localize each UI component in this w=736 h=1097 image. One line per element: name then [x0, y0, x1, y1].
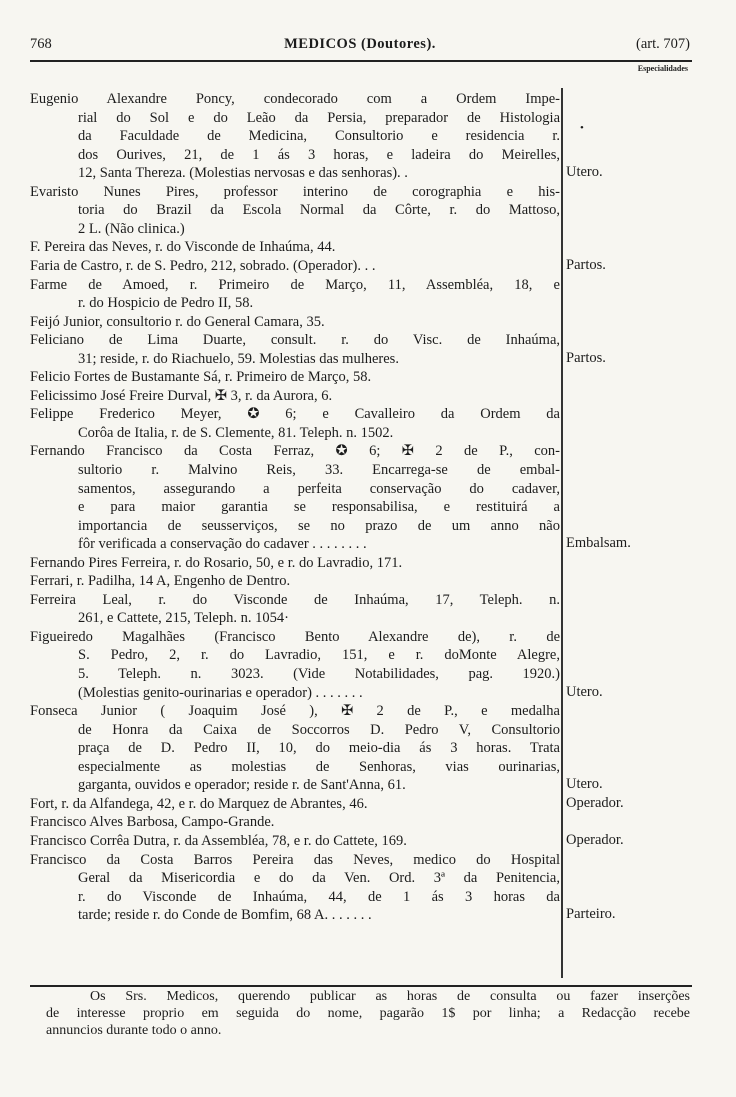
column-divider: [561, 88, 563, 978]
page-number: 768: [30, 36, 52, 52]
entry-line: Ferreira Leal, r. do Visconde de Inhaúma, 17, Teleph. n.: [30, 591, 560, 608]
footer-line: annuncios durante todo o anno.: [46, 1023, 222, 1038]
entry-line: (Molestias genito-ourinarias e operador) . . . . . . .: [78, 684, 363, 701]
entry-line: Geral da Misericordia e do da Ven. Ord. 3ª da Penitencia,: [78, 870, 560, 887]
entry-line: Felicio Fortes de Bustamante Sá, r. Primeiro de Março, 58.: [30, 369, 372, 386]
entry-line: Francisco Alves Barbosa, Campo-Grande.: [30, 814, 275, 831]
entry-specialty: Partos.: [566, 349, 606, 366]
footer-rule: [30, 985, 692, 987]
entry-line: 12, Santa Thereza. (Molestias nervosas e das senhoras). .: [78, 165, 408, 182]
entry-line: fôr verificada a conservação do cadaver . . . . . . . .: [78, 536, 367, 553]
entry-line: garganta, ouvidos e operador; reside r. de Sant'Anna, 61.: [78, 777, 406, 794]
entry-line: Figueiredo Magalhães (Francisco Bento Alexandre de), r. de: [30, 628, 560, 645]
entry-specialty: Partos.: [566, 256, 606, 273]
entry-line: Fernando Pires Ferreira, r. do Rosario, 50, e r. do Lavradio, 171.: [30, 554, 403, 571]
entry-specialty: Embalsam.: [566, 535, 631, 552]
entry-line: Fernando Francisco da Costa Ferraz, ✪ 6; ✠ 2 de P., con-: [30, 443, 560, 460]
entry-line: Fort, r. da Alfandega, 42, e r. do Marquez de Abrantes, 46.: [30, 795, 368, 812]
page-header: [30, 36, 690, 56]
entry-line: toria do Brazil da Escola Normal da Côrte, r. do Mattoso,: [78, 202, 560, 219]
entry-line: praça de D. Pedro II, 10, do meio-dia ás 3 horas. Trata: [78, 740, 560, 757]
footer-notice: [46, 988, 690, 1039]
entry-line: r. do Visconde de Inhaúma, 44, de 1 ás 3 horas da: [78, 888, 560, 905]
footer-line: Os Srs. Medicos, querendo publicar as horas de consulta ou fazer inserções: [90, 989, 690, 1004]
entry-specialty: Utero.: [566, 164, 603, 181]
entry-line: Feijó Junior, consultorio r. do General Camara, 35.: [30, 313, 325, 330]
entry-line: Fonseca Junior ( Joaquim José ), ✠ 2 de P., e medalha: [30, 703, 560, 720]
directory-entry: [30, 591, 560, 628]
entry-specialty: Operador.: [566, 832, 624, 848]
directory-entry: [30, 795, 560, 814]
entry-line: Faria de Castro, r. de S. Pedro, 212, sobrado. (Operador). . .: [30, 257, 376, 274]
entry-line: r. do Hospicio de Pedro II, 58.: [78, 295, 254, 312]
entry-line: dos Ourives, 21, de 1 ás 3 horas, e ladeira do Meirelles,: [78, 146, 560, 163]
directory-entry: [30, 183, 560, 239]
entry-line: Evaristo Nunes Pires, professor interino de corographia e his-: [30, 183, 560, 200]
entry-line: Francisco da Costa Barros Pereira das Neves, medico do Hospital: [30, 851, 560, 868]
entry-line: rial do Sol e do Leão da Persia, preparador de Histologia: [78, 109, 560, 126]
entry-line: Ferrari, r. Padilha, 14 A, Engenho de Dentro.: [30, 573, 291, 590]
entry-line: sultorio r. Malvino Reis, 33. Encarrega-se de embal-: [78, 461, 560, 478]
directory-entry: [30, 851, 560, 925]
directory-entry: [30, 572, 560, 591]
entry-line: Felicissimo José Freire Durval, ✠ 3, r. da Aurora, 6.: [30, 387, 333, 404]
specialty-column-label: Especialidades: [637, 64, 688, 73]
entry-line: S. Pedro, 2, r. do Lavradio, 151, e r. doMonte Alegre,: [78, 647, 560, 664]
entry-line: Feliciano de Lima Duarte, consult. r. do Visc. de Inhaúma,: [30, 332, 560, 349]
directory-entry: [30, 813, 560, 832]
directory-entry: [30, 313, 560, 332]
directory-entry: [30, 442, 560, 553]
header-rule: [30, 60, 692, 62]
entry-line: Felippe Frederico Meyer, ✪ 6; e Cavalleiro da Ordem da: [30, 406, 560, 423]
page-title: MEDICOS (Doutores).: [284, 36, 436, 52]
entry-line: e para maior garantia se responsabilisa, e restituirá a: [78, 499, 560, 516]
directory-entry: [30, 702, 560, 795]
directory-entry: [30, 276, 560, 313]
directory-entry: [30, 387, 560, 406]
directory-entry: [30, 257, 560, 276]
directory-entry: [30, 405, 560, 442]
entry-line: da Faculdade de Medicina, Consultorio e residencia r.: [78, 128, 560, 145]
entry-line: Farme de Amoed, r. Primeiro de Março, 11, Assembléa, 18, e: [30, 276, 560, 293]
entry-specialty: Utero.: [566, 683, 603, 700]
entry-line: 5. Teleph. n. 3023. (Vide Notabilidades, pag. 1920.): [78, 666, 560, 683]
entry-line: Eugenio Alexandre Poncy, condecorado com a Ordem Impe-: [30, 91, 560, 107]
directory-entry: [30, 238, 560, 257]
entry-line: F. Pereira das Neves, r. do Visconde de Inhaúma, 44.: [30, 239, 336, 256]
entry-line: importancia de seusserviços, se no prazo de um anno não: [78, 517, 560, 534]
directory-entry: [30, 554, 560, 573]
entry-line: 31; reside, r. do Riachuelo, 59. Molestias das mulheres.: [78, 350, 399, 367]
directory-entry: [30, 368, 560, 387]
directory-entry: [30, 628, 560, 702]
directory-entry: [30, 90, 560, 183]
entry-line: Francisco Corrêa Dutra, r. da Assembléa, 78, e r. do Cattete, 169.: [30, 833, 407, 849]
entry-line: de Honra da Caixa de Soccorros D. Pedro V, Consultorio: [78, 721, 560, 738]
entry-line: especialmente as molestias de Senhoras, vias ourinarias,: [78, 758, 560, 775]
entry-specialty: Operador.: [566, 794, 624, 811]
article-reference: (art. 707): [636, 36, 690, 52]
entry-specialty: Utero.: [566, 776, 603, 793]
entry-line: Corôa de Italia, r. de S. Clemente, 81. Teleph. n. 1502.: [78, 424, 394, 441]
footer-line: de interesse proprio em seguida do nome, pagarão 1$ por linha; a Redacção recebe: [46, 1006, 690, 1021]
entry-line: tarde; reside r. do Conde de Bomfim, 68 A. . . . . . .: [78, 907, 372, 924]
directory-entry: [30, 331, 560, 368]
entry-line: 2 L. (Não clinica.): [78, 220, 185, 237]
entry-line: 261, e Cattete, 215, Teleph. n. 1054·: [78, 610, 289, 627]
entry-line: samentos, assegurando a perfeita conservação do cadaver,: [78, 480, 560, 497]
directory-entry: [30, 832, 560, 851]
entry-specialty: Parteiro.: [566, 906, 616, 923]
margin-mark: •: [580, 122, 584, 134]
